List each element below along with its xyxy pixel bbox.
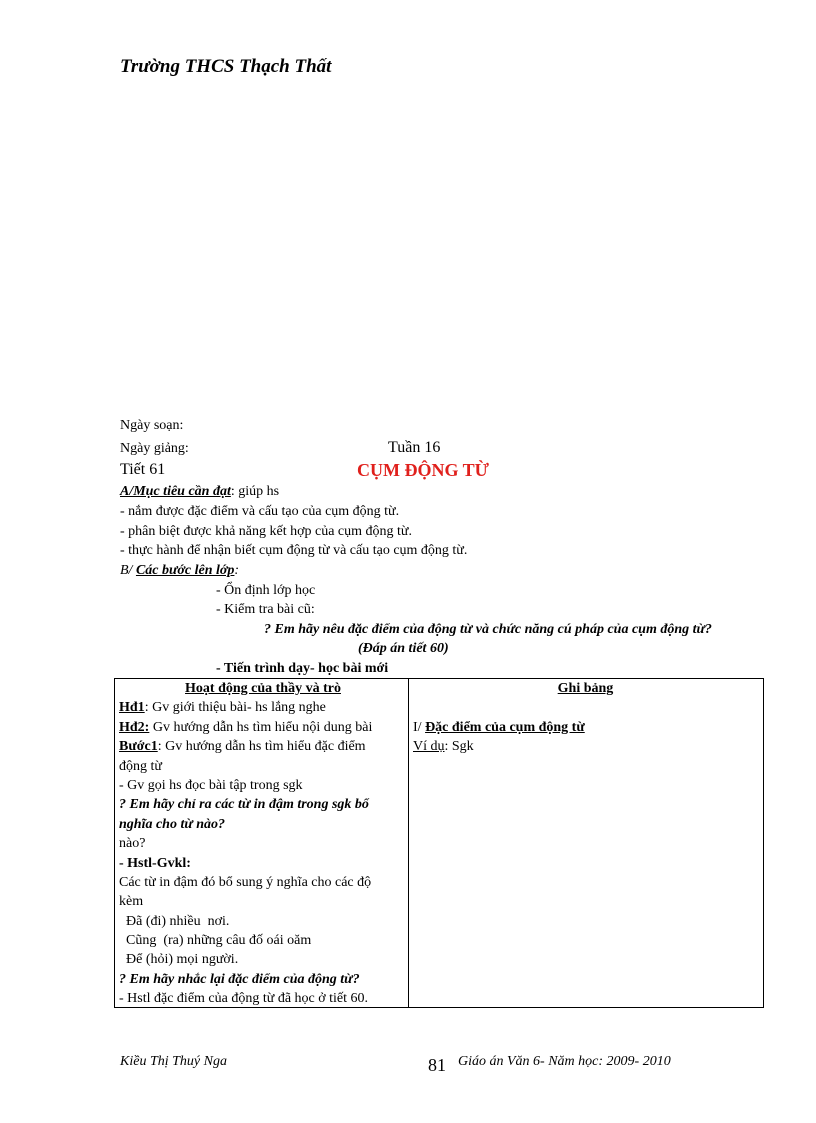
review-question: ? Em hãy nêu đặc điểm của động từ và chức năng cú pháp của cụm động từ?: [264, 622, 712, 637]
activity-line: nào?: [119, 836, 146, 852]
objective-item: - thực hành để nhận biết cụm động từ và cấu tạo cụm động từ.: [120, 543, 468, 558]
example-line: Đã (đi) nhiều nơi.: [119, 913, 230, 929]
page-number: 81: [428, 1055, 446, 1075]
activity-line: Các từ in đậm đó bổ sung ý nghĩa cho các độ: [119, 874, 372, 890]
activity-line: động từ: [119, 758, 162, 774]
lesson-title: CỤM ĐỘNG TỪ: [357, 460, 489, 480]
hd2-label: Hđ2:: [119, 719, 150, 735]
activity-line: - Hstl-Gvkl:: [119, 855, 191, 871]
step-item: - Ổn định lớp học: [216, 583, 316, 598]
board-notes-column: [413, 679, 758, 757]
progress-heading: - Tiến trình dạy- học bài mới: [216, 661, 389, 676]
hd2-text: Gv hướng dẫn hs tìm hiểu nội dung bài: [149, 719, 373, 735]
lesson-number: Tiết 61: [120, 461, 166, 478]
footer-course: Giáo án Văn 6- Năm học: 2009- 2010: [458, 1054, 671, 1069]
example-line: Để (hỏi) mọi người.: [119, 952, 239, 968]
board-section-heading: [413, 718, 758, 737]
school-name: Trường THCS Thạch Thất: [120, 56, 332, 77]
objective-item: - phân biệt được khả năng kết hợp của cụm động từ.: [120, 524, 413, 539]
lesson-table: [114, 678, 764, 1008]
activity-line: [119, 737, 407, 756]
footer-author: Kiều Thị Thuý Nga: [120, 1054, 227, 1069]
board-spacer: [413, 698, 758, 717]
section-a-suffix: : giúp hs: [230, 484, 280, 499]
section-b-heading: [120, 563, 239, 579]
objective-item: - nắm được đặc điểm và cấu tạo của cụm động từ.: [120, 504, 400, 519]
activity-line: - Hstl đặc điểm của động từ đã học ở tiết 60.: [119, 991, 369, 1007]
question-line: ? Em hãy nhắc lại đặc điểm của động từ?: [119, 971, 360, 987]
example-line: Cũng (ra) những câu đố oái oăm: [119, 933, 312, 949]
buoc-label: Bước1: [119, 739, 158, 755]
board-section-prefix: I/: [413, 719, 426, 735]
question-line: ? Em hãy chỉ ra các từ in đậm trong sgk bổ: [119, 797, 369, 813]
hd1-label: Hđ1: [119, 700, 145, 716]
activity-line: [119, 718, 407, 737]
section-b-suffix: :: [234, 563, 240, 578]
teacher-activity-column: [119, 679, 407, 1009]
step-item: - Kiểm tra bài cũ:: [216, 602, 315, 617]
question-line: nghĩa cho từ nào?: [119, 816, 226, 832]
section-a-heading: [120, 484, 279, 500]
left-column-header: Hoạt động của thầy và trò: [185, 681, 341, 696]
vidu-text: : Sgk: [444, 739, 474, 755]
activity-line: kèm: [119, 894, 144, 910]
right-column-header: Ghi bảng: [557, 681, 614, 696]
vidu-label: Ví dụ: [413, 739, 445, 755]
section-b-prefix: B/: [120, 563, 136, 578]
activity-line: - Gv gọi hs đọc bài tập trong sgk: [119, 777, 303, 793]
section-b-label: Các bước lên lớp: [135, 563, 235, 578]
column-divider: [408, 679, 409, 1007]
board-example: [413, 737, 758, 756]
ngay-soan: Ngày soạn:: [120, 418, 184, 433]
ngay-giang: Ngày giảng:: [120, 441, 189, 456]
section-a-label: A/Mục tiêu cần đạt: [120, 484, 231, 499]
answer-reference: (Đáp án tiết 60): [358, 641, 449, 656]
board-section-label: Đặc điểm của cụm động từ: [425, 719, 585, 735]
activity-line: [119, 698, 407, 717]
buoc-text: : Gv hướng dẫn hs tìm hiểu đặc điểm: [157, 739, 366, 755]
week-label: Tuần 16: [388, 439, 441, 456]
hd1-text: : Gv giới thiệu bài- hs lắng nghe: [144, 700, 326, 716]
